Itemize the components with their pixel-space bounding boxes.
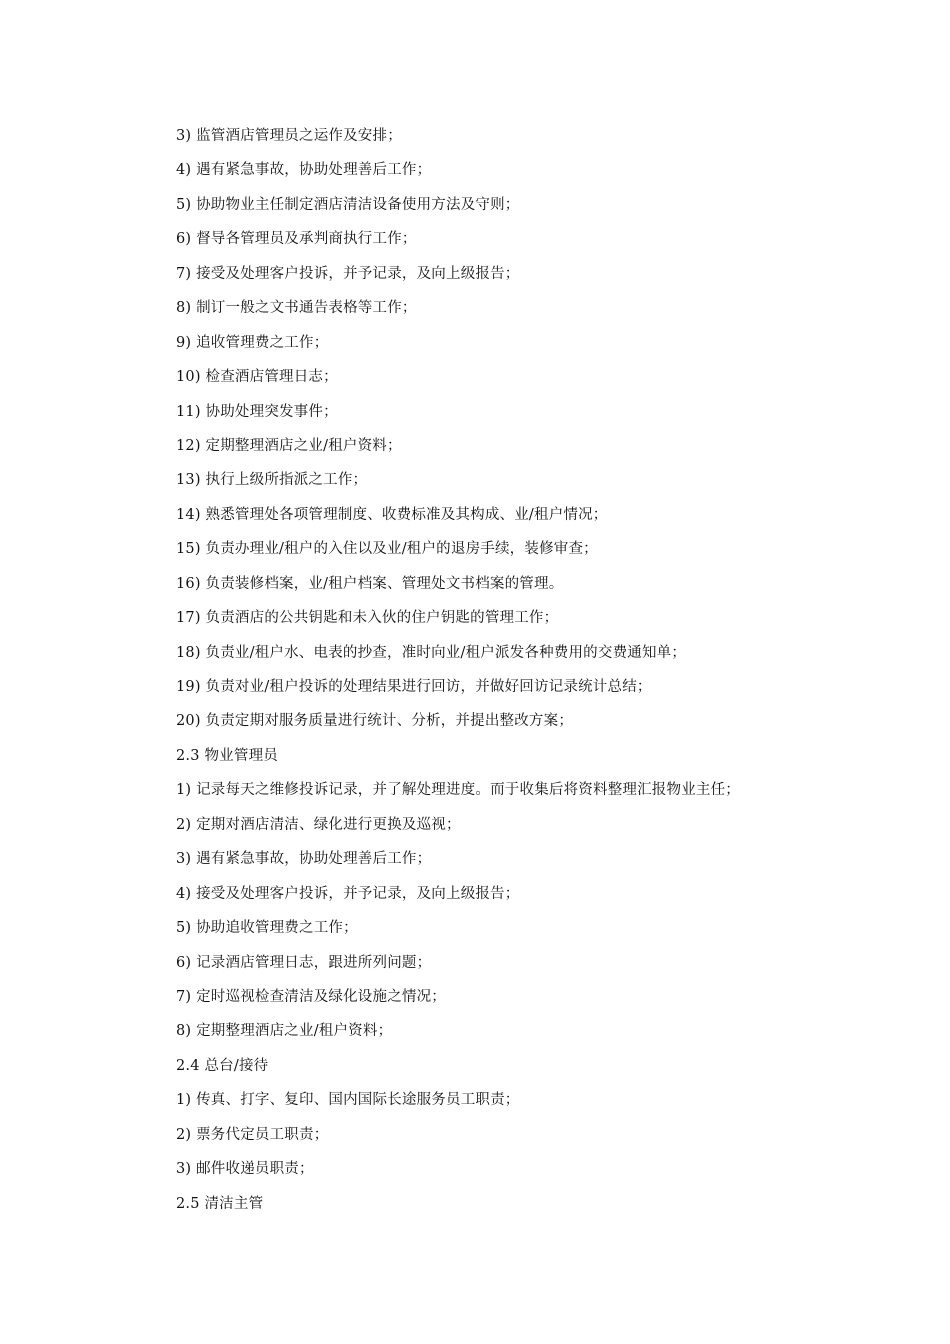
- duty-item: 9) 追收管理费之工作；: [176, 334, 329, 351]
- duty-item: 4) 遇有紧急事故，协助处理善后工作；: [176, 162, 432, 179]
- duty-item: 10) 检查酒店管理日志；: [176, 369, 338, 386]
- duty-item: 5) 协助物业主任制定酒店清洁设备使用方法及守则；: [176, 196, 520, 213]
- duty-item: 8) 制订一般之文书通告表格等工作；: [176, 300, 417, 317]
- duty-item: 3) 遇有紧急事故，协助处理善后工作；: [176, 851, 432, 868]
- duty-item: 2) 定期对酒店清洁、绿化进行更换及巡视；: [176, 816, 461, 833]
- duty-item: 7) 定时巡视检查清洁及绿化设施之情况；: [176, 988, 446, 1005]
- duty-item: 5) 协助追收管理费之工作；: [176, 920, 358, 937]
- duty-item: 1) 传真、打字、复印、国内国际长途服务员工职责；: [176, 1092, 520, 1109]
- section-heading: 2.5 清洁主管: [176, 1195, 264, 1212]
- duty-item: 8) 定期整理酒店之业/租户资料；: [176, 1023, 393, 1040]
- duty-item: 3) 邮件收递员职责；: [176, 1161, 314, 1178]
- duty-item: 3) 监管酒店管理员之运作及安排；: [176, 128, 402, 144]
- duty-item: 6) 记录酒店管理日志，跟进所列问题；: [176, 954, 432, 971]
- duty-item: 1) 记录每天之维修投诉记录，并了解处理进度。而于收集后将资料整理汇报物业主任；: [176, 782, 740, 799]
- duty-item: 19) 负责对业/租户投诉的处理结果进行回访，并做好回访记录统计总结；: [176, 679, 652, 695]
- duty-item: 12) 定期整理酒店之业/租户资料；: [176, 437, 402, 454]
- duty-item: 11) 协助处理突发事件；: [176, 403, 338, 420]
- duty-item: 6) 督导各管理员及承判商执行工作；: [176, 231, 417, 248]
- duty-item: 2) 票务代定员工职责；: [176, 1126, 329, 1143]
- duty-item: 17) 负责酒店的公共钥匙和未入伙的住户钥匙的管理工作；: [176, 610, 559, 627]
- duty-item: 16) 负责装修档案，业/租户档案、管理处文书档案的管理。: [176, 575, 564, 592]
- document-body: [176, 126, 876, 1228]
- duty-item: 13) 执行上级所指派之工作；: [176, 472, 368, 489]
- duty-item: 7) 接受及处理客户投诉，并予记录，及向上级报告；: [176, 265, 520, 282]
- duty-item: 4) 接受及处理客户投诉，并予记录，及向上级报告；: [176, 885, 520, 902]
- duty-item: 20) 负责定期对服务质量进行统计、分析，并提出整改方案；: [176, 713, 574, 730]
- section-heading: 2.3 物业管理员: [176, 747, 278, 764]
- duty-item: 14) 熟悉管理处各项管理制度、收费标准及其构成、业/租户情况；: [176, 506, 608, 523]
- duty-item: 18) 负责业/租户水、电表的抄查，准时向业/租户派发各种费用的交费通知单；: [176, 644, 687, 661]
- section-heading: 2.4 总台/接待: [176, 1057, 269, 1074]
- duty-item: 15) 负责办理业/租户的入住以及业/租户的退房手续，装修审查；: [176, 541, 598, 558]
